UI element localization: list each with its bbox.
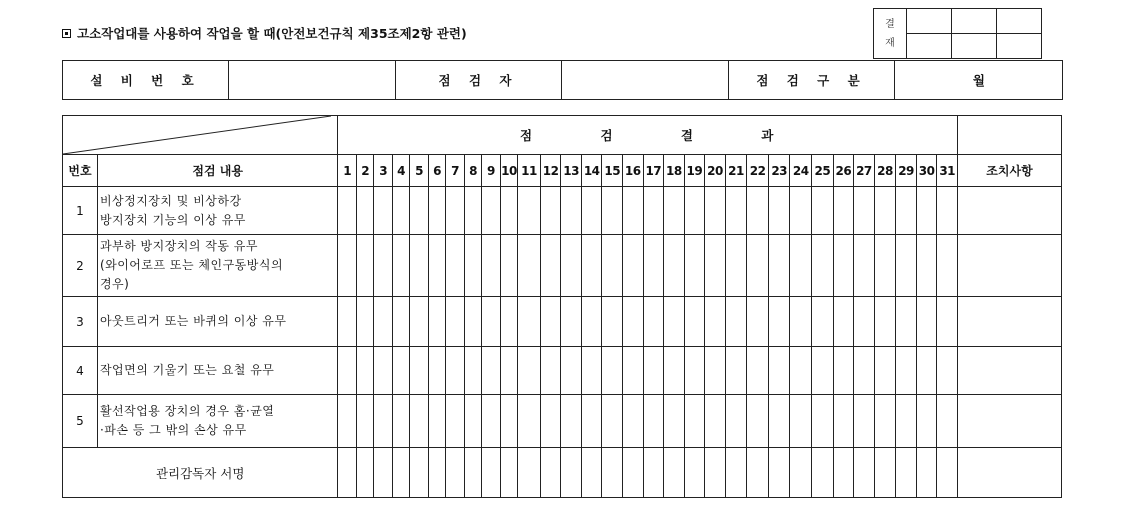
check-cell[interactable]	[643, 235, 664, 297]
table-row	[63, 187, 1062, 235]
check-cell[interactable]	[500, 395, 517, 448]
check-cell[interactable]	[540, 395, 561, 448]
day-header-5: 5	[410, 155, 428, 187]
check-cell[interactable]	[747, 347, 769, 395]
signature-cell[interactable]	[622, 448, 643, 498]
check-cell[interactable]	[581, 347, 602, 395]
signature-cell[interactable]	[643, 448, 664, 498]
check-cell[interactable]	[374, 235, 392, 297]
check-cell[interactable]	[684, 395, 705, 448]
check-cell[interactable]	[937, 297, 958, 347]
signature-cell[interactable]	[937, 448, 958, 498]
item-content-line: 아웃트리거 또는 바퀴의 이상 유무	[99, 314, 287, 328]
check-cell[interactable]	[833, 297, 854, 347]
check-cell[interactable]	[561, 395, 582, 448]
check-cell[interactable]	[643, 187, 664, 235]
check-cell[interactable]	[916, 297, 937, 347]
signature-cell[interactable]	[581, 448, 602, 498]
check-cell[interactable]	[428, 395, 445, 448]
check-cell[interactable]	[705, 347, 726, 395]
signature-cell[interactable]	[392, 448, 409, 498]
check-cell[interactable]	[664, 187, 685, 235]
check-cell[interactable]	[428, 235, 445, 297]
signature-cell[interactable]	[664, 448, 685, 498]
check-cell[interactable]	[428, 187, 445, 235]
check-cell[interactable]	[854, 187, 875, 235]
item-content-line: 방지장치 기능의 이상 유무	[99, 212, 246, 227]
check-cell[interactable]	[602, 347, 623, 395]
check-cell[interactable]	[874, 235, 896, 297]
check-cell[interactable]	[602, 235, 623, 297]
check-cell[interactable]	[937, 187, 958, 235]
check-cell[interactable]	[916, 347, 937, 395]
item-number: 1	[63, 187, 98, 235]
diagonal-line	[63, 116, 331, 154]
item-content-line: 경우)	[99, 277, 130, 291]
check-cell[interactable]	[482, 297, 500, 347]
day-header-28: 28	[874, 155, 896, 187]
signature-cell[interactable]	[446, 448, 464, 498]
check-cell[interactable]	[664, 395, 685, 448]
day-header-23: 23	[768, 155, 790, 187]
check-cell[interactable]	[356, 347, 373, 395]
check-cell[interactable]	[812, 347, 834, 395]
check-cell[interactable]	[622, 347, 643, 395]
item-content	[97, 395, 337, 448]
check-cell[interactable]	[428, 297, 445, 347]
check-cell[interactable]	[812, 395, 834, 448]
signature-cell[interactable]	[356, 448, 373, 498]
check-cell[interactable]	[854, 395, 875, 448]
check-cell[interactable]	[356, 395, 373, 448]
check-cell[interactable]	[482, 235, 500, 297]
check-cell[interactable]	[410, 187, 428, 235]
signature-cell[interactable]	[747, 448, 769, 498]
check-cell[interactable]	[374, 347, 392, 395]
signature-cell[interactable]	[518, 448, 541, 498]
day-header-29: 29	[896, 155, 917, 187]
check-cell[interactable]	[410, 347, 428, 395]
day-header-17: 17	[643, 155, 664, 187]
check-cell[interactable]	[937, 347, 958, 395]
check-cell[interactable]	[464, 235, 481, 297]
item-content	[97, 187, 337, 235]
day-header-25: 25	[812, 155, 834, 187]
check-cell[interactable]	[581, 395, 602, 448]
check-cell[interactable]	[664, 347, 685, 395]
check-cell[interactable]	[602, 395, 623, 448]
signature-cell[interactable]	[428, 448, 445, 498]
item-content	[97, 235, 337, 297]
check-cell[interactable]	[428, 347, 445, 395]
check-cell[interactable]	[747, 395, 769, 448]
check-cell[interactable]	[705, 395, 726, 448]
col-action-header: 조치사항	[957, 155, 1061, 187]
item-content	[97, 297, 337, 347]
check-cell[interactable]	[747, 297, 769, 347]
check-cell[interactable]	[643, 395, 664, 448]
check-cell[interactable]	[392, 395, 409, 448]
signature-cell[interactable]	[410, 448, 428, 498]
check-cell[interactable]	[705, 297, 726, 347]
day-header-1: 1	[338, 155, 356, 187]
check-cell[interactable]	[518, 347, 541, 395]
day-header-22: 22	[747, 155, 769, 187]
day-header-12: 12	[540, 155, 561, 187]
check-cell[interactable]	[874, 297, 896, 347]
check-cell[interactable]	[790, 297, 812, 347]
day-header-31: 31	[937, 155, 958, 187]
check-cell[interactable]	[916, 395, 937, 448]
col-content-header: 점검 내용	[97, 155, 337, 187]
check-cell[interactable]	[896, 395, 917, 448]
check-cell[interactable]	[410, 395, 428, 448]
category-label: 점 검 구 분	[729, 61, 895, 100]
check-cell[interactable]	[482, 347, 500, 395]
day-header-15: 15	[602, 155, 623, 187]
signature-cell[interactable]	[500, 448, 517, 498]
check-cell[interactable]	[790, 395, 812, 448]
item-content	[97, 347, 337, 395]
check-cell[interactable]	[790, 187, 812, 235]
check-cell[interactable]	[747, 187, 769, 235]
check-cell[interactable]	[874, 395, 896, 448]
check-cell[interactable]	[812, 235, 834, 297]
check-cell[interactable]	[684, 235, 705, 297]
check-cell[interactable]	[916, 187, 937, 235]
signature-cell[interactable]	[464, 448, 481, 498]
check-cell[interactable]	[747, 235, 769, 297]
check-cell[interactable]	[684, 347, 705, 395]
check-cell[interactable]	[833, 395, 854, 448]
signature-cell[interactable]	[812, 448, 834, 498]
form-title-text: 고소작업대를 사용하여 작업을 할 때(안전보건규칙 제35조제2항 관련)	[77, 26, 467, 41]
day-header-16: 16	[622, 155, 643, 187]
info-table	[62, 60, 1063, 100]
item-content-line: ·파손 등 그 밖의 손상 유무	[99, 423, 247, 437]
day-header-19: 19	[684, 155, 705, 187]
approval-sign-cell[interactable]	[997, 34, 1042, 59]
check-cell[interactable]	[725, 235, 747, 297]
check-cell[interactable]	[338, 395, 356, 448]
check-cell[interactable]	[518, 297, 541, 347]
signature-cell[interactable]	[790, 448, 812, 498]
check-cell[interactable]	[684, 187, 705, 235]
signature-action-cell[interactable]	[957, 448, 1061, 498]
signature-row	[63, 448, 1062, 498]
signature-cell[interactable]	[896, 448, 917, 498]
action-cell[interactable]	[957, 297, 1061, 347]
check-cell[interactable]	[410, 235, 428, 297]
check-cell[interactable]	[812, 187, 834, 235]
check-cell[interactable]	[540, 297, 561, 347]
table-row	[63, 235, 1062, 297]
check-cell[interactable]	[482, 395, 500, 448]
signature-cell[interactable]	[540, 448, 561, 498]
check-cell[interactable]	[581, 235, 602, 297]
action-cell[interactable]	[957, 395, 1061, 448]
day-header-4: 4	[392, 155, 409, 187]
check-cell[interactable]	[374, 187, 392, 235]
check-cell[interactable]	[622, 297, 643, 347]
check-cell[interactable]	[833, 187, 854, 235]
check-cell[interactable]	[392, 347, 409, 395]
check-cell[interactable]	[482, 187, 500, 235]
check-cell[interactable]	[561, 347, 582, 395]
check-cell[interactable]	[622, 395, 643, 448]
diagonal-header-cell	[63, 116, 338, 155]
check-cell[interactable]	[446, 187, 464, 235]
check-cell[interactable]	[790, 347, 812, 395]
check-cell[interactable]	[768, 235, 790, 297]
check-cell[interactable]	[392, 187, 409, 235]
approval-cell[interactable]	[997, 9, 1042, 34]
check-cell[interactable]	[464, 297, 481, 347]
month-field[interactable]: 월	[895, 61, 1063, 100]
check-cell[interactable]	[602, 187, 623, 235]
day-header-8: 8	[464, 155, 481, 187]
day-header-6: 6	[428, 155, 445, 187]
check-cell[interactable]	[540, 347, 561, 395]
check-cell[interactable]	[581, 297, 602, 347]
day-header-11: 11	[518, 155, 541, 187]
table-row	[63, 395, 1062, 448]
col-no-header: 번호	[63, 155, 98, 187]
check-cell[interactable]	[500, 187, 517, 235]
check-cell[interactable]	[500, 297, 517, 347]
item-number: 5	[63, 395, 98, 448]
check-cell[interactable]	[725, 187, 747, 235]
signature-cell[interactable]	[684, 448, 705, 498]
result-header-blank	[957, 116, 1061, 155]
signature-cell[interactable]	[916, 448, 937, 498]
signature-cell[interactable]	[602, 448, 623, 498]
check-cell[interactable]	[581, 187, 602, 235]
check-cell[interactable]	[392, 297, 409, 347]
table-row	[63, 347, 1062, 395]
check-cell[interactable]	[446, 395, 464, 448]
check-cell[interactable]	[896, 297, 917, 347]
day-header-21: 21	[725, 155, 747, 187]
item-number: 2	[63, 235, 98, 297]
day-header-27: 27	[854, 155, 875, 187]
check-cell[interactable]	[518, 235, 541, 297]
check-cell[interactable]	[540, 187, 561, 235]
check-cell[interactable]	[602, 297, 623, 347]
check-cell[interactable]	[768, 297, 790, 347]
signature-cell[interactable]	[338, 448, 356, 498]
check-cell[interactable]	[446, 297, 464, 347]
day-header-3: 3	[374, 155, 392, 187]
item-content-line: 과부하 방지장치의 작동 유무	[99, 239, 258, 253]
day-header-14: 14	[581, 155, 602, 187]
check-cell[interactable]	[561, 187, 582, 235]
check-cell[interactable]	[356, 235, 373, 297]
item-content-line: 활선작업용 장치의 경우 홈·균열	[99, 404, 275, 418]
day-header-20: 20	[705, 155, 726, 187]
check-cell[interactable]	[937, 235, 958, 297]
check-cell[interactable]	[854, 235, 875, 297]
signature-cell[interactable]	[833, 448, 854, 498]
check-cell[interactable]	[768, 395, 790, 448]
signature-cell[interactable]	[482, 448, 500, 498]
check-cell[interactable]	[790, 235, 812, 297]
square-bullet-icon	[62, 29, 71, 38]
check-cell[interactable]	[500, 235, 517, 297]
check-cell[interactable]	[561, 297, 582, 347]
check-cell[interactable]	[664, 235, 685, 297]
day-header-18: 18	[664, 155, 685, 187]
check-cell[interactable]	[356, 187, 373, 235]
check-cell[interactable]	[643, 347, 664, 395]
check-cell[interactable]	[705, 187, 726, 235]
check-cell[interactable]	[768, 187, 790, 235]
check-cell[interactable]	[622, 235, 643, 297]
check-cell[interactable]	[705, 235, 726, 297]
approval-cell[interactable]	[907, 9, 952, 34]
check-cell[interactable]	[725, 395, 747, 448]
signature-cell[interactable]	[854, 448, 875, 498]
check-cell[interactable]	[812, 297, 834, 347]
check-cell[interactable]	[684, 297, 705, 347]
signature-label: 관리감독자 서명	[63, 448, 338, 498]
equip-no-label: 설 비 번 호	[63, 61, 229, 100]
signature-cell[interactable]	[705, 448, 726, 498]
check-cell[interactable]	[392, 235, 409, 297]
check-cell[interactable]	[518, 187, 541, 235]
day-header-24: 24	[790, 155, 812, 187]
check-cell[interactable]	[664, 297, 685, 347]
check-cell[interactable]	[643, 297, 664, 347]
approval-sign-cell[interactable]	[952, 34, 997, 59]
signature-cell[interactable]	[561, 448, 582, 498]
approval-sign-cell[interactable]	[907, 34, 952, 59]
check-cell[interactable]	[725, 297, 747, 347]
check-cell[interactable]	[374, 395, 392, 448]
check-cell[interactable]	[540, 235, 561, 297]
action-cell[interactable]	[957, 235, 1061, 297]
check-cell[interactable]	[937, 395, 958, 448]
check-cell[interactable]	[338, 297, 356, 347]
day-header-26: 26	[833, 155, 854, 187]
inspection-table	[62, 115, 1062, 498]
item-content-line: 작업면의 기울기 또는 요철 유무	[99, 363, 275, 377]
item-content-line: (와이어로프 또는 체인구동방식의	[99, 258, 284, 272]
check-cell[interactable]	[446, 347, 464, 395]
check-cell[interactable]	[768, 347, 790, 395]
check-cell[interactable]	[622, 187, 643, 235]
check-cell[interactable]	[874, 347, 896, 395]
approval-box	[873, 8, 1042, 59]
check-cell[interactable]	[854, 347, 875, 395]
check-cell[interactable]	[464, 187, 481, 235]
item-content-line: 비상정지장치 및 비상하강	[99, 193, 242, 208]
check-cell[interactable]	[464, 347, 481, 395]
day-header-30: 30	[916, 155, 937, 187]
day-header-2: 2	[356, 155, 373, 187]
signature-cell[interactable]	[374, 448, 392, 498]
check-cell[interactable]	[725, 347, 747, 395]
check-cell[interactable]	[896, 187, 917, 235]
day-header-9: 9	[482, 155, 500, 187]
inspector-field[interactable]	[562, 61, 729, 100]
day-header-13: 13	[561, 155, 582, 187]
check-cell[interactable]	[518, 395, 541, 448]
item-number: 3	[63, 297, 98, 347]
check-cell[interactable]	[500, 347, 517, 395]
check-cell[interactable]	[338, 347, 356, 395]
check-cell[interactable]	[338, 235, 356, 297]
inspector-label: 점 검 자	[396, 61, 562, 100]
check-cell[interactable]	[833, 347, 854, 395]
check-cell[interactable]	[874, 187, 896, 235]
item-number: 4	[63, 347, 98, 395]
check-cell[interactable]	[854, 297, 875, 347]
equip-no-field[interactable]	[229, 61, 396, 100]
check-cell[interactable]	[896, 347, 917, 395]
approval-cell[interactable]	[952, 9, 997, 34]
signature-cell[interactable]	[725, 448, 747, 498]
action-cell[interactable]	[957, 187, 1061, 235]
check-cell[interactable]	[561, 235, 582, 297]
action-cell[interactable]	[957, 347, 1061, 395]
check-cell[interactable]	[833, 235, 854, 297]
check-cell[interactable]	[356, 297, 373, 347]
signature-cell[interactable]	[768, 448, 790, 498]
approval-label: 결 재	[874, 9, 907, 59]
form-title	[62, 24, 467, 42]
day-header-7: 7	[446, 155, 464, 187]
table-row	[63, 297, 1062, 347]
check-cell[interactable]	[916, 235, 937, 297]
check-cell[interactable]	[464, 395, 481, 448]
signature-cell[interactable]	[874, 448, 896, 498]
check-cell[interactable]	[410, 297, 428, 347]
check-cell[interactable]	[896, 235, 917, 297]
check-cell[interactable]	[446, 235, 464, 297]
check-cell[interactable]	[338, 187, 356, 235]
check-cell[interactable]	[374, 297, 392, 347]
day-header-10: 10	[500, 155, 517, 187]
result-header: 점 검 결 과	[338, 116, 958, 155]
